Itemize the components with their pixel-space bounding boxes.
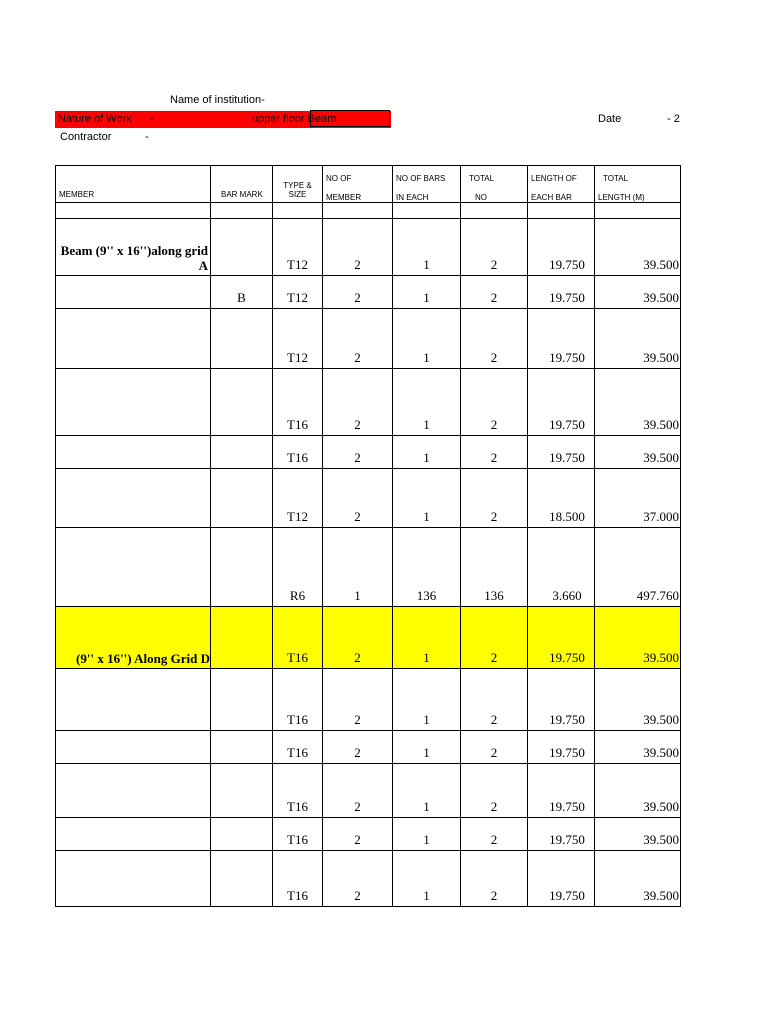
- member-cell: [56, 528, 211, 607]
- col-total-length: TOTAL LENGTH (M): [595, 166, 681, 203]
- total-no-cell: 2: [461, 309, 528, 369]
- type-size-cell: T16: [273, 731, 323, 764]
- total-length-cell: 39.500: [595, 607, 681, 669]
- bar-mark-cell: [211, 818, 273, 851]
- length-each-bar-cell: 19.750: [528, 219, 595, 276]
- bar-mark-cell: [211, 851, 273, 907]
- total-length-cell: 39.500: [595, 669, 681, 731]
- no-of-member-cell: 2: [323, 851, 393, 907]
- total-no-cell: 2: [461, 851, 528, 907]
- no-of-member-cell: 2: [323, 219, 393, 276]
- total-no-cell: 2: [461, 731, 528, 764]
- length-each-bar-cell: 19.750: [528, 309, 595, 369]
- total-length-cell: 39.500: [595, 851, 681, 907]
- nature-of-work-dash: -: [150, 113, 154, 125]
- member-cell: [56, 669, 211, 731]
- total-length-cell: 39.500: [595, 309, 681, 369]
- member-cell: [56, 369, 211, 436]
- table-row: [56, 669, 681, 731]
- length-each-bar-cell: 19.750: [528, 731, 595, 764]
- bars-in-each-cell: 1: [393, 818, 461, 851]
- bar-mark-cell: [211, 607, 273, 669]
- total-no-cell: 2: [461, 219, 528, 276]
- bars-in-each-cell: 1: [393, 436, 461, 469]
- type-size-cell: R6: [273, 528, 323, 607]
- col-total-no: TOTAL NO: [461, 166, 528, 203]
- length-each-bar-cell: 3.660: [528, 528, 595, 607]
- total-no-cell: 2: [461, 764, 528, 818]
- col-bars-in-each: NO OF BARS IN EACH: [393, 166, 461, 203]
- spacer-row: [56, 203, 681, 219]
- total-length-cell: 39.500: [595, 276, 681, 309]
- bar-schedule-table: [55, 165, 681, 907]
- length-each-bar-cell: 19.750: [528, 669, 595, 731]
- no-of-member-cell: 2: [323, 669, 393, 731]
- member-cell: [56, 436, 211, 469]
- member-cell: [56, 276, 211, 309]
- type-size-cell: T16: [273, 764, 323, 818]
- table-row: [56, 436, 681, 469]
- length-each-bar-cell: 19.750: [528, 818, 595, 851]
- col-member: MEMBER: [56, 166, 211, 203]
- nature-of-work-value: upper floor Beam: [252, 113, 337, 125]
- total-length-cell: 39.500: [595, 818, 681, 851]
- bars-in-each-cell: 1: [393, 219, 461, 276]
- member-cell: Beam (9'' x 16'')along grid A: [56, 219, 211, 276]
- total-no-cell: 2: [461, 469, 528, 528]
- bars-in-each-cell: 1: [393, 764, 461, 818]
- total-no-cell: 2: [461, 436, 528, 469]
- length-each-bar-cell: 19.750: [528, 436, 595, 469]
- type-size-cell: T16: [273, 851, 323, 907]
- bars-in-each-cell: 1: [393, 731, 461, 764]
- member-cell: [56, 731, 211, 764]
- col-length-each-bar: LENGTH OF EACH BAR: [528, 166, 595, 203]
- table-row: [56, 731, 681, 764]
- date-label: Date: [598, 113, 622, 125]
- table-row: [56, 309, 681, 369]
- length-each-bar-cell: 19.750: [528, 276, 595, 309]
- bar-mark-cell: [211, 469, 273, 528]
- bar-mark-cell: [211, 528, 273, 607]
- type-size-cell: T16: [273, 669, 323, 731]
- table-row: [56, 818, 681, 851]
- no-of-member-cell: 2: [323, 276, 393, 309]
- bars-in-each-cell: 1: [393, 309, 461, 369]
- total-length-cell: 39.500: [595, 219, 681, 276]
- member-cell: [56, 309, 211, 369]
- contractor-label: Contractor: [60, 131, 112, 143]
- bar-mark-cell: [211, 219, 273, 276]
- total-no-cell: 2: [461, 369, 528, 436]
- no-of-member-cell: 2: [323, 309, 393, 369]
- no-of-member-cell: 2: [323, 731, 393, 764]
- type-size-cell: T12: [273, 469, 323, 528]
- no-of-member-cell: 2: [323, 764, 393, 818]
- table-row: [56, 528, 681, 607]
- total-length-cell: 39.500: [595, 764, 681, 818]
- bars-in-each-cell: 136: [393, 528, 461, 607]
- bar-mark-cell: [211, 731, 273, 764]
- member-cell: [56, 469, 211, 528]
- no-of-member-cell: 2: [323, 469, 393, 528]
- table-row: [56, 276, 681, 309]
- col-bar-mark: BAR MARK: [211, 166, 273, 203]
- type-size-cell: T12: [273, 276, 323, 309]
- length-each-bar-cell: 19.750: [528, 369, 595, 436]
- table-row: [56, 607, 681, 669]
- member-cell: [56, 764, 211, 818]
- type-size-cell: T12: [273, 309, 323, 369]
- total-no-cell: 136: [461, 528, 528, 607]
- total-no-cell: 2: [461, 607, 528, 669]
- schedule-rows: [56, 219, 681, 907]
- date-value: - 2: [667, 113, 680, 125]
- bar-mark-cell: [211, 669, 273, 731]
- total-length-cell: 39.500: [595, 731, 681, 764]
- bar-mark-cell: [211, 764, 273, 818]
- type-size-cell: T16: [273, 818, 323, 851]
- type-size-cell: T12: [273, 219, 323, 276]
- type-size-cell: T16: [273, 436, 323, 469]
- member-cell: [56, 818, 211, 851]
- type-size-cell: T16: [273, 607, 323, 669]
- total-no-cell: 2: [461, 276, 528, 309]
- length-each-bar-cell: 18.500: [528, 469, 595, 528]
- bars-in-each-cell: 1: [393, 607, 461, 669]
- length-each-bar-cell: 19.750: [528, 851, 595, 907]
- bars-in-each-cell: 1: [393, 669, 461, 731]
- member-cell: (9'' x 16'') Along Grid D: [56, 607, 211, 669]
- bar-mark-cell: B: [211, 276, 273, 309]
- total-length-cell: 497.760: [595, 528, 681, 607]
- column-header-row: [56, 166, 681, 203]
- col-no-of-member: NO OF MEMBER: [323, 166, 393, 203]
- table-row: [56, 851, 681, 907]
- no-of-member-cell: 2: [323, 436, 393, 469]
- bars-in-each-cell: 1: [393, 469, 461, 528]
- table-row: [56, 764, 681, 818]
- bar-mark-cell: [211, 369, 273, 436]
- table-row: [56, 219, 681, 276]
- type-size-cell: T16: [273, 369, 323, 436]
- table-row: [56, 469, 681, 528]
- total-length-cell: 39.500: [595, 369, 681, 436]
- bar-mark-cell: [211, 309, 273, 369]
- contractor-dash: -: [145, 131, 149, 143]
- length-each-bar-cell: 19.750: [528, 607, 595, 669]
- total-no-cell: 2: [461, 669, 528, 731]
- no-of-member-cell: 2: [323, 818, 393, 851]
- table-row: [56, 369, 681, 436]
- institution-label: Name of institution-: [170, 94, 265, 106]
- no-of-member-cell: 2: [323, 369, 393, 436]
- no-of-member-cell: 2: [323, 607, 393, 669]
- length-each-bar-cell: 19.750: [528, 764, 595, 818]
- total-length-cell: 39.500: [595, 436, 681, 469]
- member-cell: [56, 851, 211, 907]
- bars-in-each-cell: 1: [393, 276, 461, 309]
- bar-mark-cell: [211, 436, 273, 469]
- bars-in-each-cell: 1: [393, 851, 461, 907]
- col-type-size: TYPE & SIZE: [273, 166, 323, 203]
- total-length-cell: 37.000: [595, 469, 681, 528]
- total-no-cell: 2: [461, 818, 528, 851]
- bars-in-each-cell: 1: [393, 369, 461, 436]
- no-of-member-cell: 1: [323, 528, 393, 607]
- nature-of-work-label: Nature of Work: [58, 113, 132, 125]
